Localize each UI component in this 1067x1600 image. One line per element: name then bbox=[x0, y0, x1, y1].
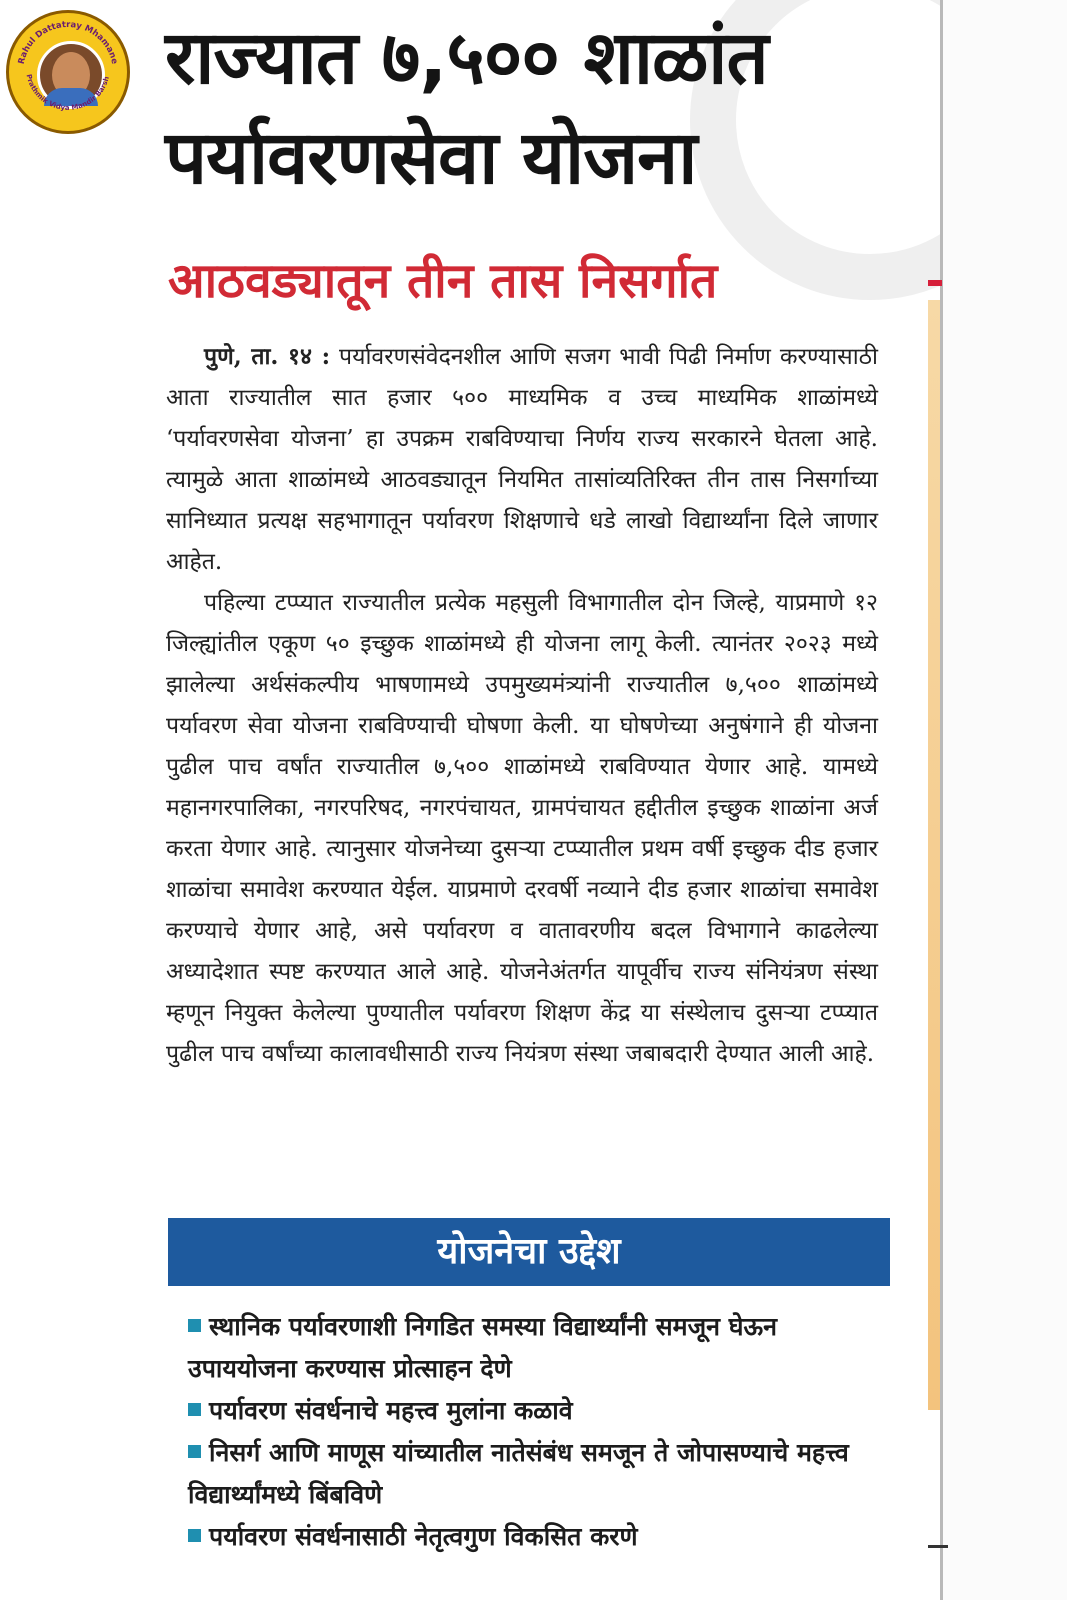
svg-text:Rahul Dattatray Mhamane bbox=[17, 20, 120, 65]
list-item bbox=[188, 1306, 888, 1390]
objectives-list bbox=[188, 1306, 888, 1558]
paragraph-2-text: पहिल्या टप्प्यात राज्यातील प्रत्येक महसुली विभागातील दोन जिल्हे, याप्रमाणे १२ जिल्ह्यांतील एकूण ५० इच्छुक शाळांमध्ये ही योजना लागू केली. त्यानंतर २०२३ मध्ये झालेल्या अर्थसंकल्पीय भाषणामध्ये उपमुख्यमंत्र्यांनी राज्यातील ७,५०० शाळांमध्ये पर्यावरण सेवा योजना राबविण्याची घोषणा केली. या घोषणेच्या अनुषंगाने ही योजना पुढील पाच वर्षांत राज्यातील ७,५०० शाळांमध्ये राबविण्यात येणार आहे. यामध्ये महानगरपालिका, नगरपरिषद, नगरपंचायत, ग्रामपंचायत हद्दीतील इच्छुक शाळांना अर्ज करता येणार आहे. त्यानुसार योजनेच्या दुसऱ्या टप्प्यातील प्रथम वर्षी इच्छुक दीड हजार शाळांचा समावेश करण्यात येईल. याप्रमाणे दरवर्षी नव्याने दीड हजार शाळांचा समावेश करण्याचे येणार आहे, असे पर्यावरण व वातावरणीय बदल विभागाने काढलेल्या अध्यादेशात स्पष्ट करण्यात आले आहे. योजनेअंतर्गत यापूर्वीच राज्य संनियंत्रण संस्था म्हणून नियुक्त केलेल्या पुण्यातील पर्यावरण शिक्षण केंद्र या संस्थेलाच दुसऱ्या टप्प्यात पुढील पाच वर्षांच्या कालावधीसाठी राज्य नियंत्रण संस्था जबाबदारी देण्यात आली आहे. bbox=[166, 590, 878, 1067]
square-bullet-icon bbox=[188, 1403, 201, 1416]
headline-line-1: राज्यात ७,५०० शाळांत bbox=[165, 15, 768, 101]
headline-line-2: पर्यावरणसेवा योजना bbox=[165, 115, 697, 201]
objectives-heading-bar bbox=[168, 1218, 890, 1286]
subheadline: आठवड्यातून तीन तास निसर्गात bbox=[168, 253, 718, 309]
square-bullet-icon bbox=[188, 1529, 201, 1542]
logo-ring-text-top: Rahul Dattatray Mhamane bbox=[16, 19, 120, 66]
logo-ring-text bbox=[9, 13, 127, 131]
logo-badge bbox=[6, 10, 130, 134]
objectives-heading: योजनेचा उद्देश bbox=[437, 1231, 621, 1272]
objective-text: निसर्ग आणि माणूस यांच्यातील नातेसंबंध समजून ते जोपासण्याचे महत्त्व विद्यार्थ्यांमध्ये बिंबविणे bbox=[188, 1438, 849, 1509]
right-margin-strip bbox=[943, 0, 1067, 1600]
article-body bbox=[166, 336, 878, 1075]
list-item bbox=[188, 1390, 888, 1432]
article-paragraph-1 bbox=[166, 336, 878, 583]
objective-text: पर्यावरण संवर्धनाचे महत्त्व मुलांना कळावे bbox=[209, 1396, 573, 1425]
page-title bbox=[165, 8, 925, 208]
article-paragraph-2 bbox=[166, 583, 878, 1075]
list-item bbox=[188, 1516, 888, 1558]
red-accent-tick bbox=[928, 280, 942, 286]
square-bullet-icon bbox=[188, 1319, 201, 1332]
bottom-corner-mark bbox=[928, 1545, 948, 1548]
objective-text: पर्यावरण संवर्धनासाठी नेतृत्वगुण विकसित करणे bbox=[209, 1522, 638, 1551]
paragraph-1-text: पर्यावरणसंवेदनशील आणि सजग भावी पिढी निर्माण करण्यासाठी आता राज्यातील सात हजार ५०० माध्यमिक व उच्च माध्यमिक शाळांमध्ये ‘पर्यावरणसेवा योजना’ हा उपक्रम राबविण्याचा निर्णय राज्य सरकारने घेतला आहे. त्यामुळे आता शाळांमध्ये आठवड्यातून नियमित तासांव्यतिरिक्त तीन तास निसर्गाच्या सानिध्यात प्रत्यक्ष सहभागातून पर्यावरण शिक्षणाचे धडे लाखो विद्यार्थ्यांना दिले जाणार आहेत. bbox=[166, 344, 878, 575]
logo-ring-text-bottom: Prathmik Vidya Mandir Barsh bbox=[24, 73, 111, 112]
dateline: पुणे, ता. १४ : bbox=[204, 343, 331, 370]
orange-accent-band bbox=[928, 300, 940, 1410]
right-border-rule bbox=[940, 0, 943, 1600]
objective-text: स्थानिक पर्यावरणाशी निगडित समस्या विद्यार्थ्यांनी समजून घेऊन उपाययोजना करण्यास प्रोत्साहन देणे bbox=[188, 1312, 777, 1383]
square-bullet-icon bbox=[188, 1445, 201, 1458]
list-item bbox=[188, 1432, 888, 1516]
